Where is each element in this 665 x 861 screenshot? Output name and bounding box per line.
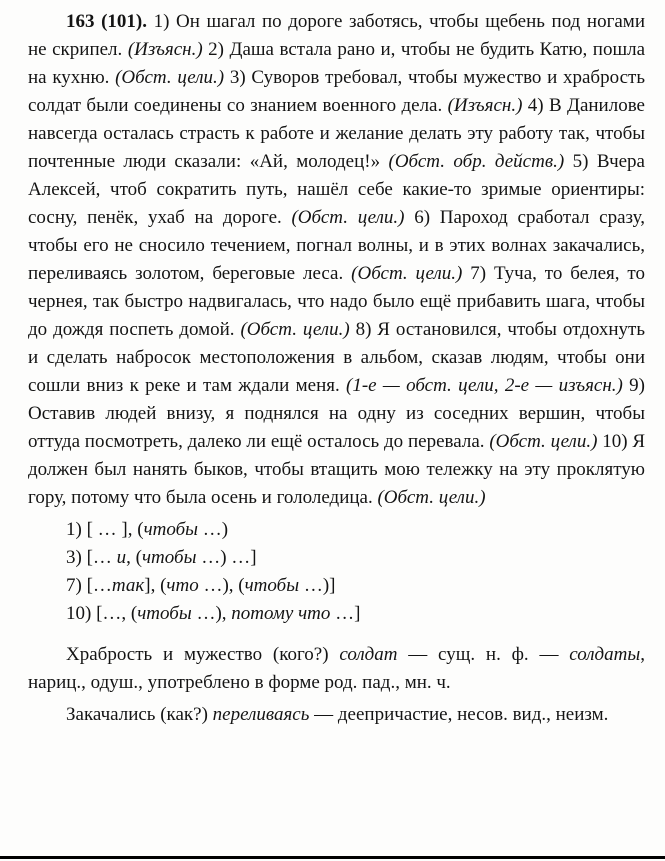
exercise-passage (28, 8, 645, 512)
text-run: …] (330, 603, 361, 624)
italic-run: (Обст. цели.) (351, 263, 463, 284)
text-run: 6) Пароход сработал сразу, чтобы его не сносило течением, погнал волны, и в этих волнах закачались, переливаясь золотом, береговые леса. (28, 207, 645, 284)
italic-run: чтобы (137, 603, 192, 624)
italic-run: (Обст. обр. действ.) (388, 151, 565, 172)
italic-run: что (166, 575, 199, 596)
text-run: …)] (299, 575, 336, 596)
text-run: — деепричастие, несов. вид., неизм. (309, 704, 609, 725)
text-run: Храбрость и мужество (кого?) (66, 644, 340, 665)
italic-run: (Обст. цели.) (240, 319, 350, 340)
document-body (28, 8, 645, 729)
italic-run: (Изъясн.) (447, 95, 523, 116)
text-run: — сущ. н. ф. — (397, 644, 570, 665)
text-run: , ( (126, 547, 142, 568)
text-run: 10) […, ( (66, 603, 138, 624)
italic-run: переливаясь (212, 704, 310, 725)
text-run: 7) Туча, то белея, то чернея, так быстро надвигалась, что надо было ещё прибавить шага, чтобы до дождя поспеть домой. (28, 263, 645, 340)
text-run: …) …] (196, 547, 257, 568)
italic-run: солдат (339, 644, 398, 665)
text-run: 1) Он шагал по дороге заботясь, чтобы щебень под ногами не скрипел. (28, 11, 646, 60)
italic-run: и (116, 547, 127, 568)
text-run: 10) Я должен был нанять быков, чтобы втащить мою тележку на эту проклятую гору, потому что была осень и гололедица. (28, 431, 646, 508)
text-run: 8) Я остановился, чтобы отдохнуть и сделать набросок местоположения в альбом, сказав людям, чтобы они сошли вниз к реке и там ждали меня. (28, 319, 645, 396)
text-run: 9) Оставив людей внизу, я поднялся на одну из соседних вершин, чтобы оттуда посмотреть, далеко ли ещё осталось до перевала. (28, 375, 645, 452)
italic-run: (Обст. цели.) (377, 487, 486, 508)
text-run: , нариц., одуш., употреблено в форме род. пад., мн. ч. (28, 644, 646, 693)
italic-run: чтобы (141, 547, 197, 568)
text-run: 3) Суворов требовал, чтобы мужество и храбрость солдат были соединены со знанием военного дела. (28, 67, 645, 116)
scheme-line-2 (66, 544, 645, 572)
scheme-line-3 (66, 572, 645, 600)
page-bottom-rule (0, 856, 665, 859)
italic-run: (Обст. цели.) (115, 67, 225, 88)
text-run: …), (191, 603, 232, 624)
text-run: 5) Вчера Алексей, чтоб сократить путь, нашёл себе какие-то зримые ориентиры: сосну, пенёк, ухаб на дороге. (28, 151, 645, 228)
text-run: 2) Даша встала рано и, чтобы не будить Катю, пошла на кухню. (28, 39, 646, 88)
scheme-line-4 (66, 600, 645, 628)
text-run: 3) [… (66, 547, 117, 568)
italic-run: солдаты (569, 644, 641, 665)
text-run: ], ( (144, 575, 167, 596)
italic-run: чтобы (143, 519, 199, 540)
text-run: …) (198, 519, 229, 540)
bold-run: 163 (101). (66, 11, 147, 32)
italic-run: потому что (231, 603, 331, 624)
text-run: 4) В Данилове навсегда осталась страсть к работе и желание делать эту работу так, чтобы почтенные люди сказали: «Ай, молодец!» (28, 95, 645, 172)
italic-run: чтобы (244, 575, 300, 596)
italic-run: (Изъясн.) (127, 39, 203, 60)
morphology-perelivayas (28, 701, 645, 729)
morphology-soldat (28, 641, 645, 697)
italic-run: так (111, 575, 145, 596)
text-run: 7) [… (66, 575, 112, 596)
italic-run: (1-е — обст. цели, 2-е — изъясн.) (346, 375, 623, 396)
italic-run: (Обст. цели.) (291, 207, 405, 228)
italic-run: (Обст. цели.) (489, 431, 598, 452)
text-run: Закачались (как?) (66, 704, 213, 725)
text-run: 1) [ … ], ( (66, 519, 144, 540)
scheme-line-1 (66, 516, 645, 544)
text-run: …), ( (198, 575, 245, 596)
